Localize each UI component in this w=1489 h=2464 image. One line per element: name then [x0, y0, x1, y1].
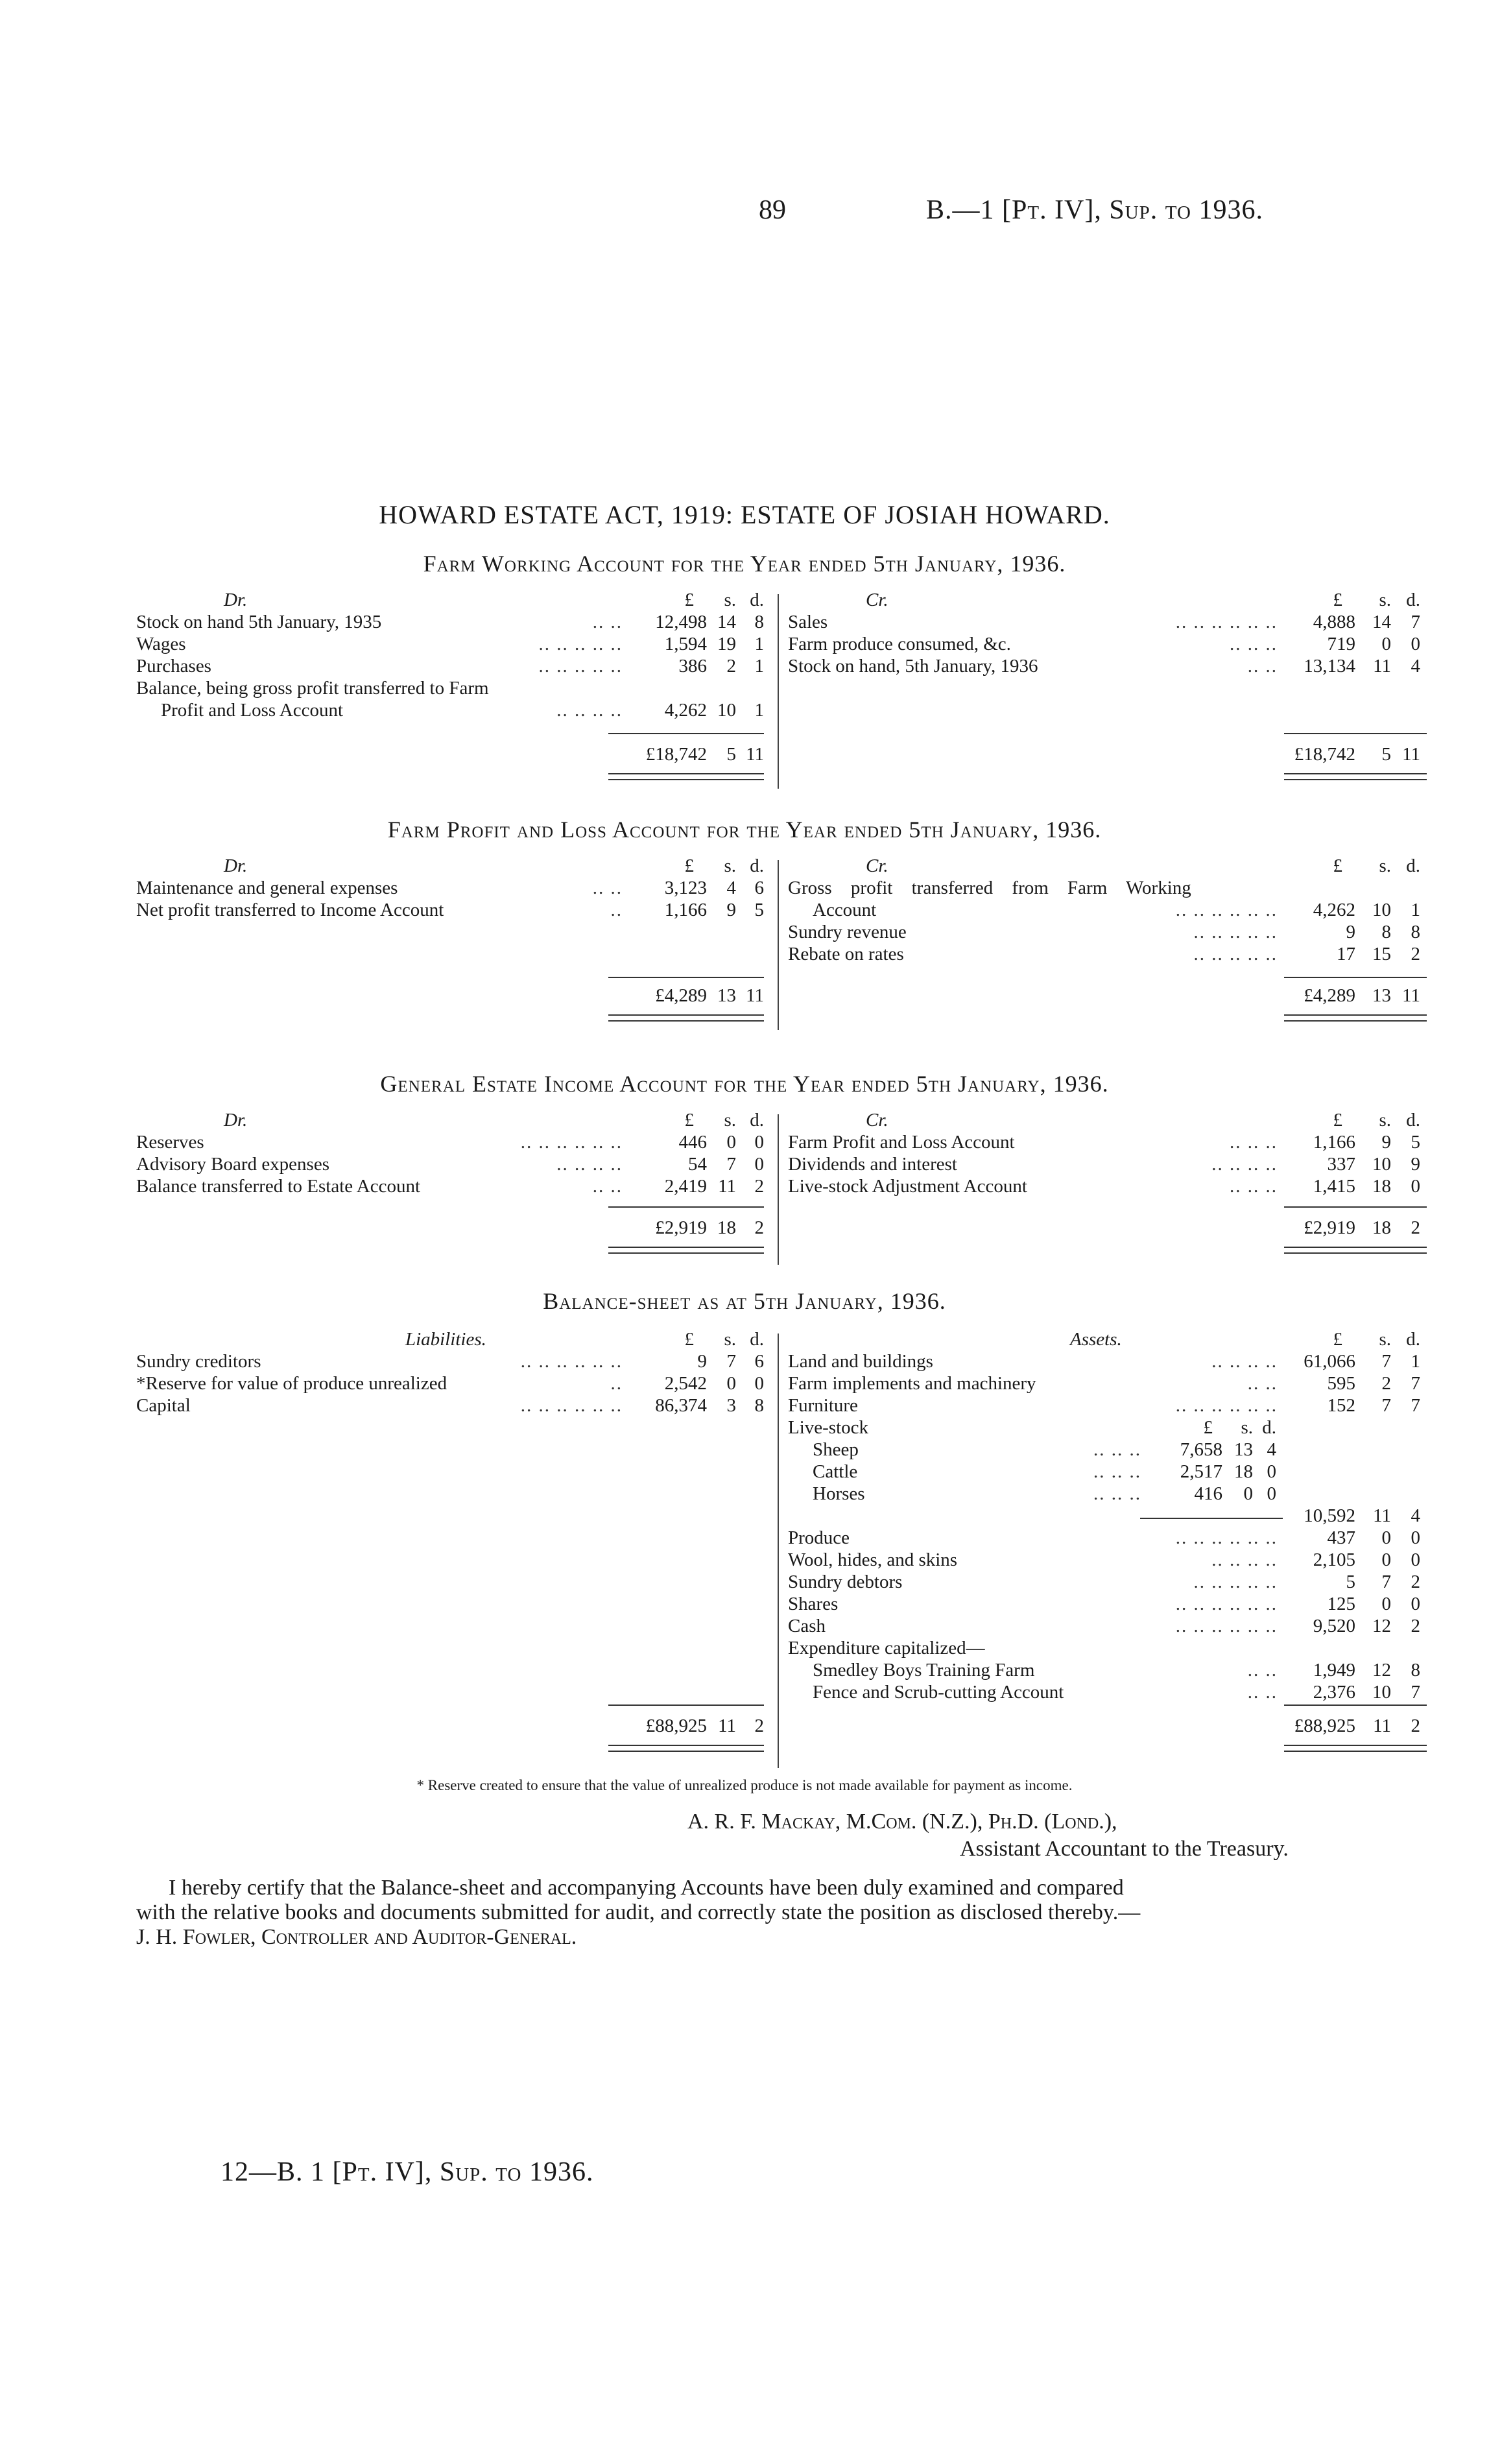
debit-row: Wages .. .. .. .. .. 1,594 19 1 — [136, 634, 764, 654]
total-rule — [608, 977, 764, 978]
page-number: 89 — [759, 195, 786, 225]
assets-header: Assets. £ s. d. — [1070, 1329, 1420, 1350]
assets-side — [788, 1328, 1427, 1736]
double-rule — [608, 773, 764, 780]
column-divider — [778, 860, 779, 1030]
page-reference: B.—1 [Pt. IV], Sup. to 1936. — [926, 195, 1263, 225]
column-divider — [778, 594, 779, 789]
credit-total: £18,742 5 11 — [1294, 744, 1420, 765]
debit-total: £2,919 18 2 — [655, 1217, 764, 1238]
income-credit — [788, 1109, 1427, 1238]
farm-pl-credit — [788, 855, 1427, 1006]
total-rule — [1284, 1704, 1427, 1706]
total-rule — [1284, 733, 1427, 734]
credit-row: Farm produce consumed, &c. .. .. .. 719 0 0 — [788, 634, 1420, 654]
balance-sheet — [136, 1328, 1427, 1769]
cr-label: Cr. — [866, 590, 888, 610]
asset-row: Furniture .. .. .. .. .. .. 152 7 7 — [788, 1395, 1420, 1416]
asset-row: Shares .. .. .. .. .. .. 125 0 0 — [788, 1594, 1420, 1614]
livestock-header: Live-stock £ s. d. — [788, 1417, 1276, 1438]
farm-working-title: Farm Working Account for the Year ended 5th January, 1936. — [423, 551, 1066, 577]
column-divider — [778, 1114, 779, 1265]
credit-row: Dividends and interest .. .. .. .. 337 10 9 — [788, 1154, 1420, 1175]
expenditure-header: Expenditure capitalized— — [788, 1638, 985, 1658]
credit-row: Stock on hand, 5th January, 1936 .. .. 13,134 11 4 — [788, 656, 1420, 676]
expenditure-row: Smedley Boys Training Farm .. .. 1,949 12 8 — [813, 1660, 1420, 1681]
signature-name: A. R. F. Mackay, M.Com. (N.Z.), Ph.D. (Lond.), — [687, 1810, 1117, 1834]
column-divider — [778, 1334, 779, 1768]
total-rule — [1284, 977, 1427, 978]
liabilities-header: Liabilities. £ s. d. — [405, 1329, 764, 1350]
farm-working-credit — [788, 589, 1427, 765]
asset-row: Land and buildings .. .. .. .. 61,066 7 1 — [788, 1351, 1420, 1372]
livestock-row: Horses .. .. .. 416 0 0 — [813, 1483, 1276, 1504]
farm-pl-debit — [136, 855, 772, 1006]
debit-row: Stock on hand 5th January, 1935 .. .. 12,498 14 8 — [136, 612, 764, 632]
debit-row: Advisory Board expenses .. .. .. .. 54 7 0 — [136, 1154, 764, 1175]
liabilities-side — [136, 1328, 772, 1736]
asset-row: Wool, hides, and skins .. .. .. .. 2,105 0 0 — [788, 1549, 1420, 1570]
credit-row: Live-stock Adjustment Account .. .. .. 1,415 18 0 — [788, 1176, 1420, 1197]
credit-total: £2,919 18 2 — [1304, 1217, 1420, 1238]
double-rule — [608, 1745, 764, 1752]
auditor-certification — [136, 1876, 1381, 1950]
liability-row: Sundry creditors .. .. .. .. .. .. 9 7 6 — [136, 1351, 764, 1372]
asset-row: Sundry debtors .. .. .. .. .. 5 7 2 — [788, 1572, 1420, 1592]
farm-working-debit — [136, 589, 772, 765]
double-rule — [608, 1014, 764, 1022]
certification-line: with the relative books and documents submitted for audit, and correctly state the position as disclosed thereby.— — [136, 1900, 1141, 1924]
expenditure-row: Fence and Scrub-cutting Account .. .. 2,376 10 7 — [813, 1682, 1420, 1703]
credit-row: Account .. .. .. .. .. .. 4,262 10 1 — [813, 900, 1420, 920]
debit-row: Maintenance and general expenses .. .. 3,123 4 6 — [136, 878, 764, 898]
credit-row: Sundry revenue .. .. .. .. .. 9 8 8 — [788, 922, 1420, 942]
credit-header: Cr. £ s. d. — [866, 590, 1420, 610]
livestock-total: 10,592 11 4 — [1304, 1505, 1420, 1526]
livestock-row: Cattle .. .. .. 2,517 18 0 — [813, 1461, 1276, 1482]
debit-total: £18,742 5 11 — [645, 744, 764, 765]
double-rule — [1284, 1014, 1427, 1022]
income-debit — [136, 1109, 772, 1238]
asset-row: Cash .. .. .. .. .. .. 9,520 12 2 — [788, 1616, 1420, 1636]
total-rule — [608, 1704, 764, 1706]
pounds-header: £ — [684, 590, 694, 610]
debit-row: Reserves .. .. .. .. .. .. 446 0 0 — [136, 1132, 764, 1153]
double-rule — [1284, 1247, 1427, 1254]
debit-header: Dr. £ s. d. — [224, 855, 764, 876]
debit-row: Profit and Loss Account .. .. .. .. 4,262 10 1 — [161, 700, 764, 721]
total-rule — [608, 1206, 764, 1208]
balance-sheet-title: Balance-sheet as at 5th January, 1936. — [543, 1288, 946, 1314]
debit-total: £4,289 13 11 — [655, 985, 764, 1006]
asset-row: Produce .. .. .. .. .. .. 437 0 0 — [788, 1527, 1420, 1548]
liability-row: Capital .. .. .. .. .. .. 86,374 3 8 — [136, 1395, 764, 1416]
farm-pl-title: Farm Profit and Loss Account for the Year ended 5th January, 1936. — [387, 817, 1102, 843]
shillings-header: s. — [724, 590, 736, 610]
asset-row: Farm implements and machinery .. .. 595 2 7 — [788, 1373, 1420, 1394]
credit-row: Farm Profit and Loss Account .. .. .. 1,166 9 5 — [788, 1132, 1420, 1153]
debit-row: Balance transferred to Estate Account .. .. 2,419 11 2 — [136, 1176, 764, 1197]
document-title: HOWARD ESTATE ACT, 1919: ESTATE OF JOSIAH HOWARD. — [379, 500, 1110, 529]
farm-pl-account — [136, 855, 1427, 1030]
auditor-signature: J. H. Fowler, Controller and Auditor-General. — [136, 1925, 577, 1949]
liability-row: *Reserve for value of produce unrealized .. 2,542 0 0 — [136, 1373, 764, 1394]
credit-row: Gross profit transferred from Farm Working — [788, 878, 1191, 898]
double-rule — [1284, 1745, 1427, 1752]
page-header — [0, 195, 1489, 233]
assets-label: Assets. — [1070, 1329, 1122, 1350]
dr-label: Dr. — [224, 590, 248, 610]
total-rule — [1284, 1206, 1427, 1208]
assets-total: £88,925 11 2 — [1294, 1716, 1420, 1736]
credit-header: Cr. £ s. d. — [866, 855, 1420, 876]
livestock-row: Sheep .. .. .. 7,658 13 4 — [813, 1439, 1276, 1460]
income-account — [136, 1109, 1427, 1265]
double-rule — [608, 1247, 764, 1254]
debit-header: Dr. £ s. d. — [224, 1110, 764, 1130]
pence-header: d. — [750, 590, 764, 610]
credit-total: £4,289 13 11 — [1304, 985, 1420, 1006]
credit-row: Sales .. .. .. .. .. .. 4,888 14 7 — [788, 612, 1420, 632]
debit-header — [136, 589, 772, 611]
liabilities-total: £88,925 11 2 — [645, 1716, 764, 1736]
footer-reference: 12—B. 1 [Pt. IV], Sup. to 1936. — [220, 2157, 594, 2187]
debit-row: Purchases .. .. .. .. .. 386 2 1 — [136, 656, 764, 676]
double-rule — [1284, 773, 1427, 780]
footnote: * Reserve created to ensure that the value of unrealized produce is not made available for payment as income. — [416, 1777, 1073, 1793]
income-title: General Estate Income Account for the Year ended 5th January, 1936. — [380, 1071, 1109, 1097]
certification-line: I hereby certify that the Balance-sheet and accompanying Accounts have been duly examined and compared — [169, 1876, 1124, 1900]
credit-row: Rebate on rates .. .. .. .. .. 17 15 2 — [788, 944, 1420, 964]
signature-title: Assistant Accountant to the Treasury. — [960, 1837, 1289, 1861]
debit-row: Net profit transferred to Income Account .. 1,166 9 5 — [136, 900, 764, 920]
credit-header: Cr. £ s. d. — [866, 1110, 1420, 1130]
debit-row: Balance, being gross profit transferred to Farm — [136, 678, 489, 699]
total-rule — [608, 733, 764, 734]
liabilities-label: Liabilities. — [405, 1329, 486, 1350]
farm-working-account — [136, 589, 1427, 790]
